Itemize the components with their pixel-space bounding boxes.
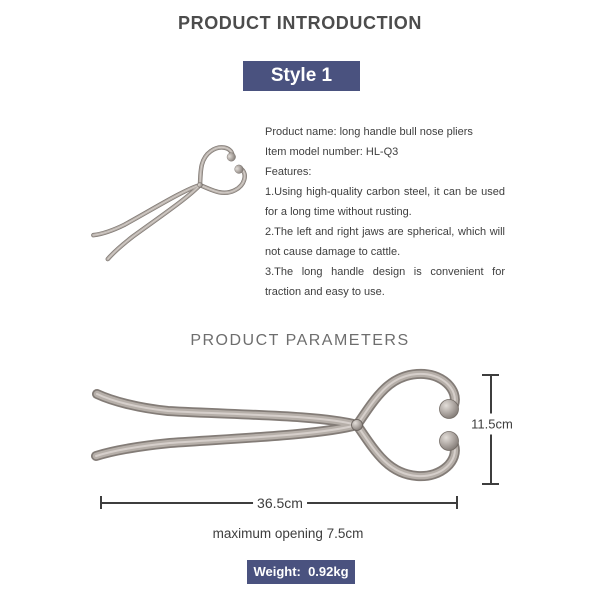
parameters-title: PRODUCT PARAMETERS [190, 332, 410, 349]
product-image-angled [88, 141, 251, 266]
length-dimension-tick-right [456, 496, 458, 509]
page-title: PRODUCT INTRODUCTION [178, 13, 422, 33]
product-description [265, 122, 505, 302]
max-opening-text: maximum opening 7.5cm [212, 526, 364, 541]
feature-line: 3.The long handle design is convenient for [265, 266, 505, 278]
style-badge: Style 1 [243, 61, 360, 91]
product-image-dimensions [96, 374, 459, 476]
height-dimension-cap-bottom [482, 483, 499, 485]
features-heading: Features: [265, 166, 312, 178]
length-dimension-label: 36.5cm [253, 495, 307, 511]
product-name-line: Product name: long handle bull nose pliers [265, 126, 473, 138]
feature-line: traction and easy to use. [265, 286, 385, 298]
feature-line: not cause damage to cattle. [265, 246, 401, 258]
feature-line: 1.Using high-quality carbon steel, it can be used [265, 186, 505, 198]
feature-line: for a long time without rusting. [265, 206, 412, 218]
height-dimension-label: 11.5cm [470, 414, 514, 435]
weight-badge: Weight: 0.92kg [247, 560, 355, 584]
model-number-line: Item model number: HL-Q3 [265, 146, 399, 158]
feature-line: 2.The left and right jaws are spherical, which will [265, 226, 505, 238]
